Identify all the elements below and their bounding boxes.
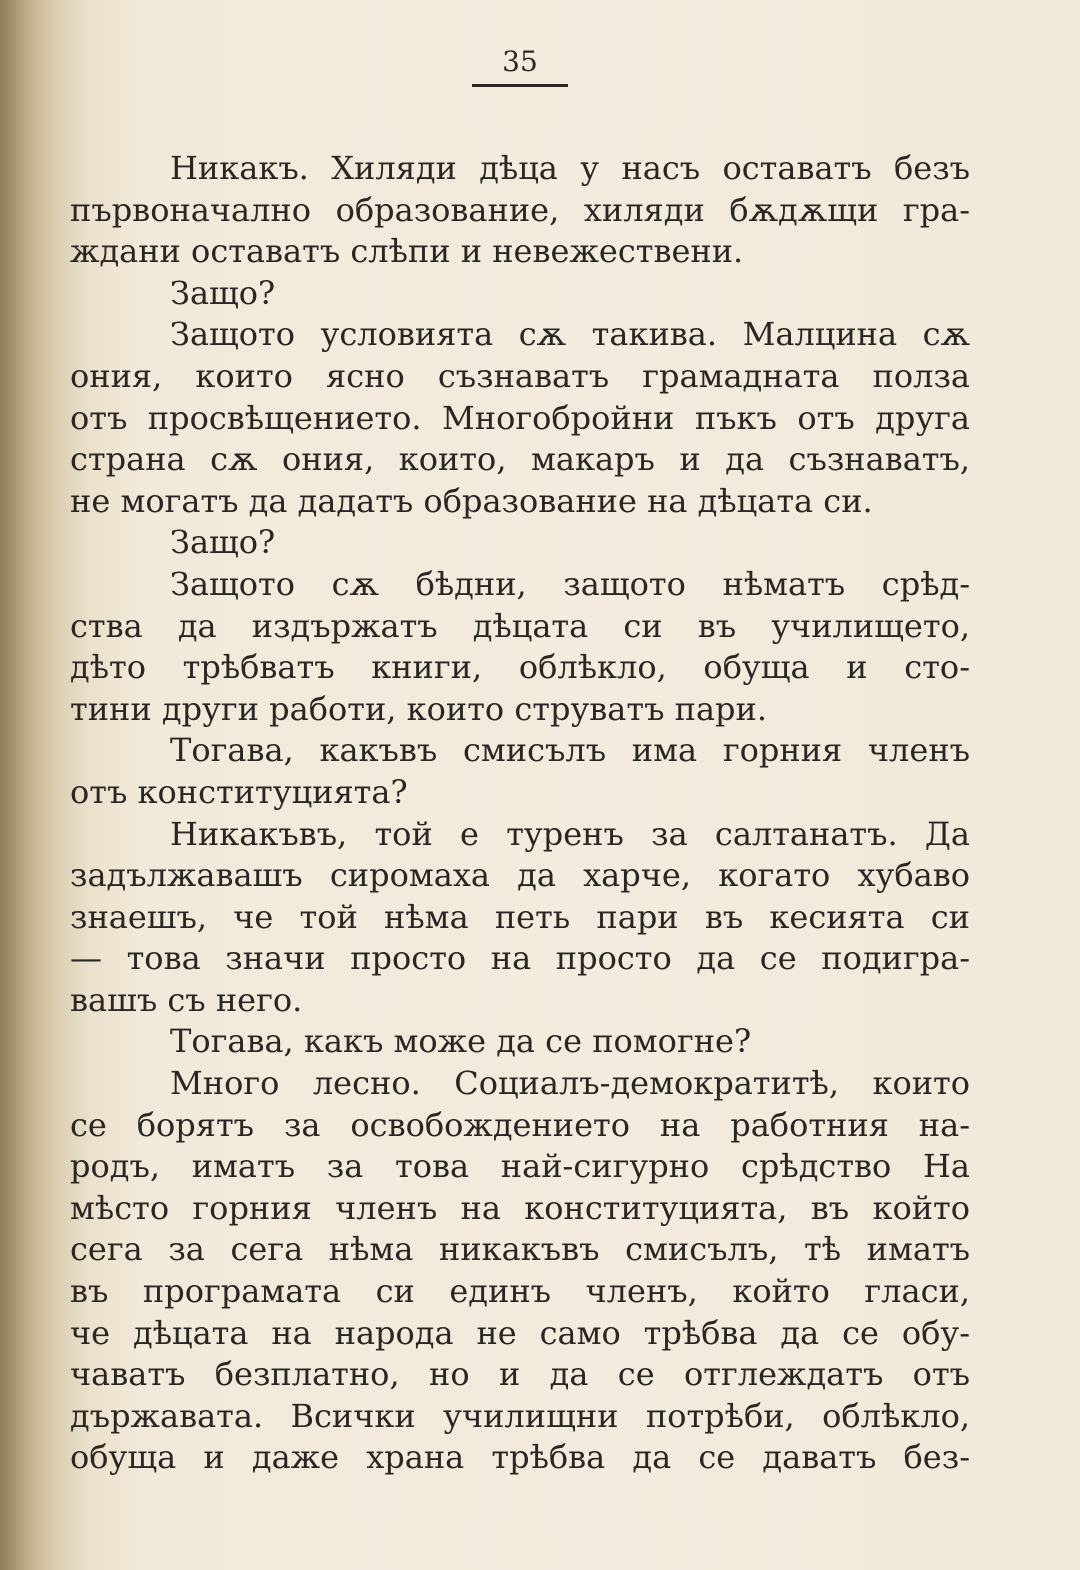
text-line: чаватъ безплатно, но и да се отглеждатъ отъ <box>70 1355 970 1394</box>
text-line: отъ просвѣщението. Многобройни пъкъ отъ друга <box>70 398 970 437</box>
page-header <box>470 44 570 87</box>
body-text <box>70 148 970 1479</box>
text-line: Тогава, какъ може да се помогне? <box>170 1022 752 1061</box>
text-line: — това значи просто на просто да се подигра- <box>70 939 970 978</box>
text-line: че дѣцата на народа не само трѣбва да се обу- <box>70 1313 970 1352</box>
text-line: вашъ съ него. <box>70 980 303 1019</box>
text-line: Защото сѫ бѣдни, защото нѣматъ срѣд- <box>170 564 970 603</box>
text-line: Тогава, какъвъ смисълъ има горния членъ <box>170 731 970 770</box>
text-line: ждани оставатъ слѣпи и невежествени. <box>70 232 744 271</box>
text-line: не могатъ да дадатъ образование на дѣцата си. <box>70 481 873 520</box>
text-line: знаешъ, че той нѣма петь пари въ кесията си <box>70 897 970 936</box>
text-line: отъ конституцията? <box>70 772 408 811</box>
text-line: дѣто трѣбватъ книги, облѣкло, обуща и сто- <box>70 648 970 687</box>
text-line: първоначално образование, хиляди бѫдѫщи гра- <box>70 190 970 229</box>
text-line: Защото условията сѫ такива. Малцина сѫ <box>170 315 970 354</box>
text-line: ония, които ясно съзнаватъ грамадната полза <box>70 356 970 395</box>
text-line: Никакъвъ, той е туренъ за салтанатъ. Да <box>170 814 970 853</box>
text-line: ства да издържатъ дѣцата си въ училището, <box>70 606 970 645</box>
text-line: задължавашъ сиромаха да харче, когато хубаво <box>70 856 970 895</box>
page-number-rule <box>472 84 568 87</box>
text-line: родъ, иматъ за това най-сигурно срѣдство На <box>70 1147 970 1186</box>
text-line: обуща и даже храна трѣбва да се даватъ без- <box>70 1438 970 1477</box>
text-line: тини други работи, които струватъ пари. <box>70 689 767 728</box>
text-line: страна сѫ ония, които, макаръ и да съзнаватъ, <box>70 440 970 479</box>
text-line: Никакъ. Хиляди дѣца у насъ оставатъ безъ <box>170 149 970 187</box>
text-line: се борятъ за освобождението на работния на- <box>70 1105 970 1144</box>
text-line: сега за сега нѣма никакъвъ смисълъ, тѣ иматъ <box>70 1230 970 1269</box>
page-number: 35 <box>502 45 538 78</box>
text-line: Много лесно. Социалъ-демократитѣ, които <box>170 1064 970 1103</box>
text-line: мѣсто горния членъ на конституцията, въ който <box>70 1188 970 1227</box>
text-line: въ програмата си единъ членъ, който гласи, <box>70 1272 970 1311</box>
text-line: Защо? <box>170 523 276 562</box>
text-line: Защо? <box>170 273 276 312</box>
text-line: държавата. Всички училищни потрѣби, облѣкло, <box>70 1396 970 1435</box>
